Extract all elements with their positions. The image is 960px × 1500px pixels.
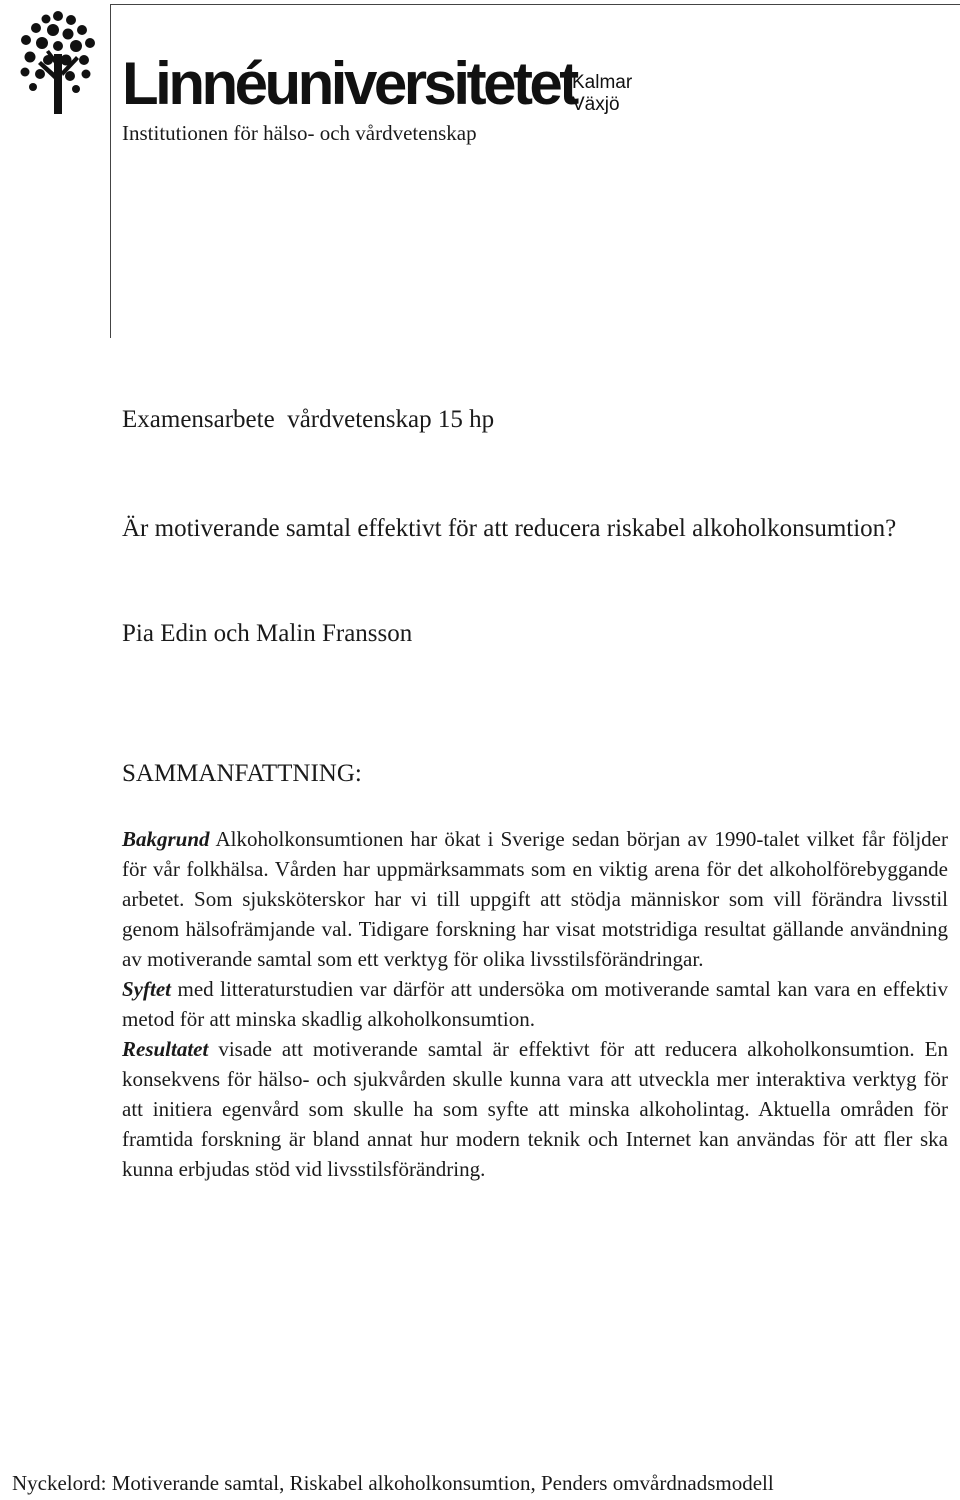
- institution-name: Institutionen för hälso- och vårdvetenskap: [122, 121, 477, 145]
- background-label: Bakgrund: [122, 827, 210, 851]
- exam-course-line: Examensarbete vårdvetenskap 15 hp: [122, 406, 495, 433]
- aim-label: Syftet: [122, 977, 171, 1001]
- tree-logo-icon: [18, 10, 98, 116]
- header-frame-left-rule: [110, 4, 111, 338]
- abstract-result-paragraph: [122, 1034, 948, 1184]
- campus-kalmar: Kalmar: [572, 72, 633, 93]
- thesis-authors: Pia Edin och Malin Fransson: [122, 620, 413, 647]
- result-text: visade att motiverande samtal är effektivt för att reducera alkoholkonsumtion. En konsekvens för hälso- och sjukvården skulle kunna vara att utveckla mer interaktiva verktyg för att initiera egenvård som skulle ha som syfte att minska alkoholintag. Aktuella områden för framtida forskning är bland annat hur modern teknik och Internet kan användas för att fler ska kunna erbjudas stöd vid livsstilsförändring.: [122, 1037, 948, 1181]
- abstract-aim-paragraph: [122, 974, 948, 1034]
- keywords-line: Nyckelord: Motiverande samtal, Riskabel alkoholkonsumtion, Penders omvårdnadsmodell: [12, 1471, 774, 1495]
- background-text: Alkoholkonsumtionen har ökat i Sverige sedan början av 1990-talet vilket får följder för vår folkhälsa. Vården har uppmärksammats som en viktig arena för det alkoholförebyggande arbetet. Som sjuksköterskor har vi till uppgift att stödja människor som vill förändra livsstil genom hälsofrämjande val. Tidigare forskning har visat motstridiga resultat gällande användning av motiverande samtal som ett verktyg för olika livsstilsförändringar.: [122, 827, 948, 971]
- result-label: Resultatet: [122, 1037, 209, 1061]
- abstract-background-paragraph: [122, 824, 948, 974]
- campus-names: [572, 72, 632, 116]
- aim-text: med litteraturstudien var därför att undersöka om motiverande samtal kan vara en effektiv metod för att minska skadlig alkoholkonsumtion.: [122, 977, 948, 1031]
- thesis-title: Är motiverande samtal effektivt för att reducera riskabel alkoholkonsumtion?: [122, 515, 897, 542]
- university-wordmark: Linnéuniversitetet: [122, 50, 576, 117]
- summary-heading: SAMMANFATTNING:: [122, 760, 362, 787]
- header-frame-top-rule: [110, 4, 960, 5]
- abstract-body: [122, 824, 948, 1184]
- campus-vaxjo: Växjö: [572, 94, 620, 115]
